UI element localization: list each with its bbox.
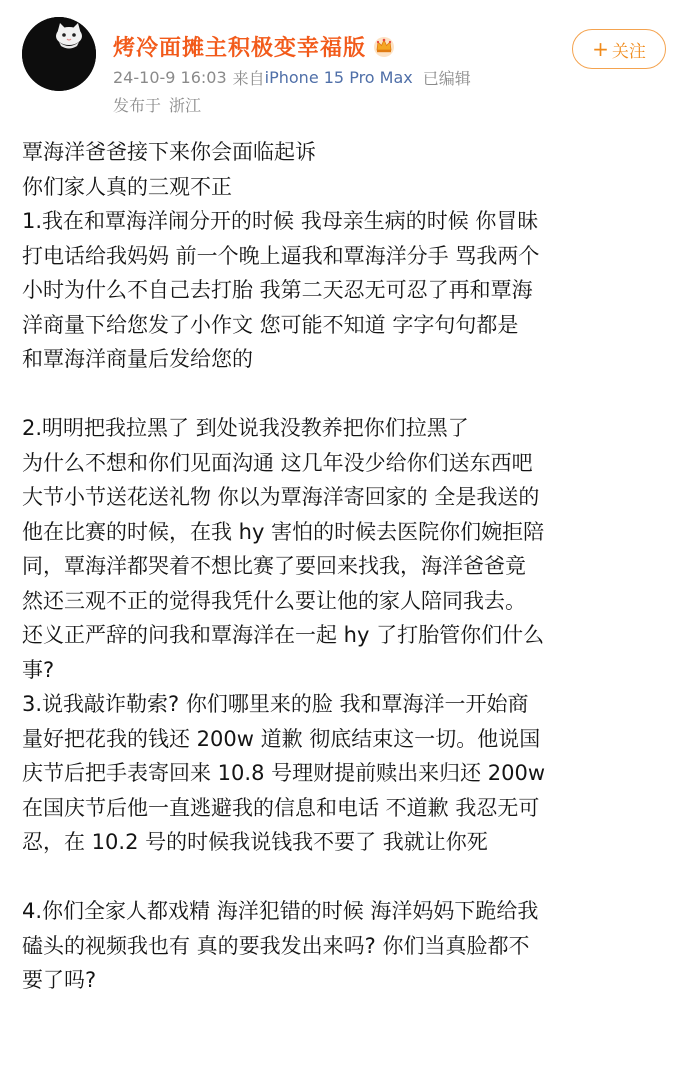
plus-icon: + bbox=[592, 37, 609, 61]
follow-label: 关注 bbox=[611, 41, 646, 62]
post-header bbox=[0, 0, 690, 125]
paragraph-spacer bbox=[22, 860, 672, 895]
post-body bbox=[22, 135, 672, 998]
post-text-line: 覃海洋爸爸接下来你会面临起诉 bbox=[22, 140, 316, 164]
edited-label[interactable]: 已编辑 bbox=[422, 69, 471, 88]
post-text-line: 量好把花我的钱还 200w 道歉 彻底结束这一切。他说国 bbox=[22, 726, 541, 751]
post-text-line: 同，覃海洋都哭着不想比赛了要回来找我，海洋爸爸竟 bbox=[22, 554, 526, 578]
cat-avatar-icon bbox=[22, 17, 96, 91]
post-text-line: 和覃海洋商量后发给您的 bbox=[22, 347, 253, 371]
post-text-line: 2.明明把我拉黑了 到处说我没教养把你们拉黑了 bbox=[22, 416, 469, 440]
avatar[interactable] bbox=[22, 17, 96, 91]
post-text-line: 大节小节送花送礼物 你以为覃海洋寄回家的 全是我送的 bbox=[22, 485, 540, 509]
post-text-line: 还义正严辞的问我和覃海洋在一起 hy 了打胎管你们什么 bbox=[22, 623, 545, 647]
device-link[interactable]: iPhone 15 Pro Max bbox=[264, 68, 413, 87]
post-text-line: 洋商量下给您发了小作文 您可能不知道 字字句句都是 bbox=[22, 312, 519, 337]
post-text-line: 3.说我敲诈勒索? 你们哪里来的脸 我和覃海洋一开始商 bbox=[22, 692, 529, 716]
post-text-line: 磕头的视频我也有 真的要我发出来吗? 你们当真脸都不 bbox=[22, 933, 530, 958]
post-text-line: 忍，在 10.2 号的时候我说钱我不要了 我就让你死 bbox=[22, 830, 488, 854]
post-timestamp: 24-10-9 16:03 bbox=[113, 68, 227, 87]
post-text-line: 事? bbox=[22, 657, 55, 682]
post-text-line: 要了吗? bbox=[22, 968, 97, 992]
location-label: 发布于 bbox=[113, 96, 162, 115]
post-text-line: 为什么不想和你们见面沟通 这几年没少给你们送东西吧 bbox=[22, 450, 533, 475]
paragraph-spacer bbox=[22, 377, 672, 412]
post-text-line: 小时为什么不自己去打胎 我第二天忍无可忍了再和覃海 bbox=[22, 278, 533, 302]
post-location bbox=[113, 93, 201, 116]
post-text-line: 然还三观不正的觉得我凭什么要让他的家人陪同我去。 bbox=[22, 588, 526, 613]
location-value: 浙江 bbox=[169, 96, 202, 115]
post-meta bbox=[113, 66, 471, 89]
post-text-line: 4.你们全家人都戏精 海洋犯错的时候 海洋妈妈下跪给我 bbox=[22, 899, 539, 923]
username[interactable]: 烤冷面摊主积极变幸福版 bbox=[113, 35, 367, 61]
post-text-line: 庆节后把手表寄回来 10.8 号理财提前赎出来归还 200w bbox=[22, 761, 546, 785]
post-text-line: 你们家人真的三观不正 bbox=[22, 174, 232, 199]
post-text-line: 打电话给我妈妈 前一个晚上逼我和覃海洋分手 骂我两个 bbox=[22, 243, 540, 268]
follow-button[interactable] bbox=[572, 29, 666, 69]
source-prefix: 来自 bbox=[232, 69, 265, 88]
post-text-line: 1.我在和覃海洋闹分开的时候 我母亲生病的时候 你冒昧 bbox=[22, 209, 539, 233]
username-row bbox=[113, 30, 396, 62]
crown-icon bbox=[372, 34, 396, 58]
post-text-line: 他在比赛的时候，在我 hy 害怕的时候去医院你们婉拒陪 bbox=[22, 519, 545, 544]
post-text-line: 在国庆节后他一直逃避我的信息和电话 不道歉 我忍无可 bbox=[22, 795, 540, 820]
